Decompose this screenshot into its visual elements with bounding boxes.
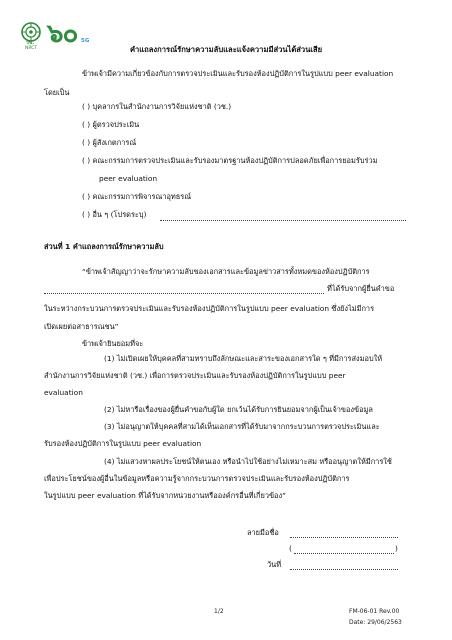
other-specify-field[interactable] (160, 220, 406, 221)
role-label: คณะกรรมการตรวจประเมินและรับรองมาตรฐานห้องปฏิบัติการปลอดภัยเพื่อการยอมรับร่วม (92, 156, 378, 165)
agreement-item-4-line-1: (4) ไม่แสวงหาผลประโยชน์ให้ตนเอง หรือนำไปใช้อย่างไม่เหมาะสม หรืออนุญาตให้มีการใช้ (104, 457, 392, 466)
role-option[interactable] (82, 211, 146, 220)
signature-label: ลายมือชื่อ (247, 528, 279, 537)
name-open-paren: ( (289, 544, 292, 553)
intro-line-1: ข้าพเจ้ามีความเกี่ยวข้องกับการตรวจประเมินและรับรองห้องปฏิบัติการในรูปแบบ peer evaluation (82, 69, 394, 78)
role-label: ผู้สังเกตการณ์ (92, 138, 137, 147)
role-checkbox[interactable]: ( ) (82, 192, 91, 201)
page-number: 1/2 (214, 608, 224, 615)
emblem-text: วช. (26, 40, 35, 46)
role-label: คณะกรรมการพิจารณาอุทธรณ์ (92, 192, 192, 201)
role-option[interactable] (82, 193, 191, 202)
role-checkbox[interactable]: ( ) (82, 120, 91, 129)
form-code: FM-06-01 Rev.00 (349, 608, 400, 615)
printed-name-field[interactable] (294, 553, 394, 554)
role-label: อื่น ๆ (โปรดระบุ) (92, 210, 147, 219)
date-field[interactable] (290, 569, 398, 570)
role-checkbox[interactable]: ( ) (82, 156, 91, 165)
agreement-item-3-line-1: (3) ไม่อนุญาตให้บุคคลที่สามได้เห็นเอกสารที่ได้รับมาจากกระบวนการตรวจประเมินและ (104, 422, 380, 431)
role-option[interactable] (82, 139, 136, 148)
confidentiality-quote-line-2: ที่ได้รับจากผู้ยื่นคำขอ (327, 284, 395, 293)
role-option[interactable] (82, 121, 139, 130)
emblem-subtext: NRCT (25, 46, 38, 51)
document-title: คำแถลงการณ์รักษาความลับและแจ้งความมีส่วนได้ส่วนเสีย (129, 45, 323, 54)
role-checkbox[interactable]: ( ) (82, 102, 91, 111)
role-label: ผู้ตรวจประเมิน (92, 120, 140, 129)
form-date: Date: 29/06/2563 (349, 619, 402, 626)
role-option[interactable] (82, 103, 231, 112)
section-1-heading: ส่วนที่ 1 คำแถลงการณ์รักษาความลับ (44, 242, 164, 251)
role-option[interactable] (82, 157, 378, 166)
lab-name-field[interactable] (44, 293, 324, 294)
agreement-item-4-line-3: ในรูปแบบ peer evaluation ที่ได้รับจากหน่วยงานหรือองค์กรอื่นที่เกี่ยวข้อง” (44, 491, 286, 500)
confidentiality-quote-line-4: เปิดเผยต่อสาธารณชน” (44, 322, 119, 331)
agreement-item-4-line-2: เพื่อประโยชน์ของผู้อื่นในข้อมูลหรือความรู้จากกระบวนการตรวจประเมินและรับรองห้องปฏิบัติการ (44, 474, 350, 483)
role-label: บุคลากรในสำนักงานการวิจัยแห่งชาติ (วช.) (92, 102, 232, 111)
agreement-item-1-line-3: evaluation (44, 388, 83, 397)
intro-line-2: โดยเป็น (44, 88, 70, 97)
agreement-intro: ข้าพเจ้ายินยอมที่จะ (82, 339, 144, 348)
agreement-item-1-line-2: สำนักงานการวิจัยแห่งชาติ (วช.) เพื่อการตรวจประเมินและรับรองห้องปฏิบัติการในรูปแบบ peer (44, 371, 346, 380)
confidentiality-quote-line-3: ในระหว่างกระบวนการตรวจประเมินและรับรองห้องปฏิบัติการในรูปแบบ peer evaluation ซึ่งยังไม่มีการ (44, 304, 375, 313)
agreement-item-3-line-2: รับรองห้องปฏิบัติการในรูปแบบ peer evaluation (44, 439, 202, 448)
role-checkbox[interactable]: ( ) (82, 138, 91, 147)
confidentiality-quote-line-1: “ข้าพเจ้าสัญญาว่าจะรักษาความลับของเอกสารและข้อมูลข่าวสารทั้งหมดของห้องปฏิบัติการ (82, 267, 370, 276)
agreement-item-2-line-1: (2) ไม่หารือเรื่องของผู้ยื่นคำขอกับผู้ใด ยกเว้นได้รับการยินยอมจากผู้เป็นเจ้าของข้อมูล (104, 405, 373, 414)
brand-suffix: 5G (81, 38, 90, 44)
role-checkbox[interactable]: ( ) (82, 210, 91, 219)
brand-mark: ๖๐ (47, 19, 78, 49)
date-label: วันที่ (267, 560, 282, 569)
signature-field[interactable] (290, 537, 398, 538)
agreement-item-1-line-1: (1) ไม่เปิดเผยให้บุคคลที่สามทราบถึงลักษณะและสาระของเอกสารใด ๆ ที่มีการส่งมอบให้ (104, 354, 383, 363)
role-label-continued: peer evaluation (99, 174, 158, 183)
name-close-paren: ) (395, 544, 398, 553)
